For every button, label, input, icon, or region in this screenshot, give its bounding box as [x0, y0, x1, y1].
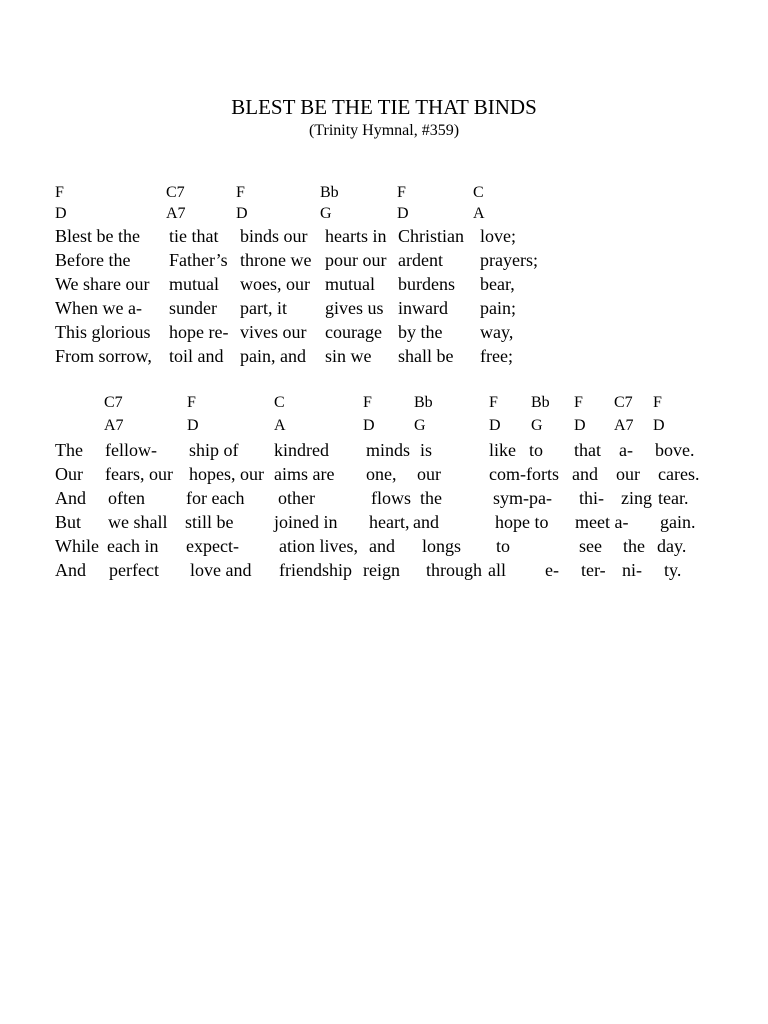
lyric-line-segment: heart, [369, 512, 410, 532]
lyric-line-segment: a- [619, 440, 633, 460]
lyric-line-segment: is [420, 440, 433, 460]
lyric-line-segment: longs [422, 536, 462, 556]
lyric-line-segment: mutual [325, 274, 375, 294]
chord-label: A [473, 205, 485, 222]
lyric-line-segment: toil and [169, 346, 224, 366]
lyric-line-segment: bove. [655, 440, 695, 460]
lyric-line-segment: see [579, 536, 602, 556]
chord-label: G [414, 417, 426, 434]
lyric-line-segment: often [108, 488, 145, 508]
chord-label: D [574, 417, 586, 434]
lyric-line-segment: sunder [169, 298, 217, 318]
chord-label: C [473, 184, 484, 201]
lyric-line-segment: like [489, 440, 516, 460]
lyric-line-segment: fellow- [105, 440, 157, 460]
lyric-line-segment: The [55, 440, 83, 460]
chord-label: G [320, 205, 332, 222]
lyric-line-segment: pour our [325, 250, 387, 270]
lyric-line-segment: ni- [622, 560, 642, 580]
lyric-line-segment: kindred [274, 440, 329, 460]
lyric-line-segment: tear. [658, 488, 689, 508]
chord-label: F [574, 394, 583, 411]
chord-label: F [187, 394, 196, 411]
lyric-line-segment: From sorrow, [55, 346, 152, 366]
lyric-line-segment: But [55, 512, 82, 532]
lyric-line-segment: other [278, 488, 315, 508]
lyric-line-segment: love; [480, 226, 516, 246]
lyric-line-segment: fears, our [105, 464, 173, 484]
chord-label: D [236, 205, 248, 222]
lyric-line-segment: We share our [55, 274, 150, 294]
lyric-line-segment: ter- [581, 560, 606, 580]
chord-label: C7 [104, 394, 123, 411]
chord-label: D [653, 417, 665, 434]
chord-label: Bb [320, 184, 339, 201]
chord-label: D [55, 205, 67, 222]
lyric-line-segment: inward [398, 298, 448, 318]
lyric-line-segment: to [529, 440, 544, 460]
lyric-line-segment: tie that [169, 226, 219, 246]
lyric-line-segment: Christian [398, 226, 464, 246]
lyric-line-segment: prayers; [480, 250, 538, 270]
lyric-line-segment: by the [398, 322, 443, 342]
chord-label: A [274, 417, 286, 434]
hymn-title: BLEST BE THE TIE THAT BINDS [231, 95, 537, 119]
lyric-line-segment: cares. [658, 464, 700, 484]
lyric-line-segment: bear, [480, 274, 515, 294]
lyric-line-segment: all [488, 560, 506, 580]
lyric-line-segment: woes, our [240, 274, 310, 294]
lyric-line-segment: mutual [169, 274, 219, 294]
lyric-line-segment: friendship [279, 560, 352, 580]
lyric-line-segment: ation lives, [279, 536, 358, 556]
lyric-line-segment: hearts in [325, 226, 387, 246]
hymn-subtitle: (Trinity Hymnal, #359) [308, 122, 460, 139]
lyric-line-segment: minds [366, 440, 411, 460]
lyric-line-segment: love and [190, 560, 252, 580]
lyric-line-segment: When we a- [55, 298, 142, 318]
chord-label: A7 [614, 417, 634, 434]
chord-label: A7 [104, 417, 124, 434]
lyric-line-segment: hopes, our [189, 464, 264, 484]
lyric-line-segment: Blest be the [55, 226, 140, 246]
lyric-line-segment: gain. [660, 512, 696, 532]
chord-label: D [187, 417, 199, 434]
lyric-line-segment: reign [363, 560, 400, 580]
lyric-line-segment: And [55, 560, 86, 580]
lyric-line-segment: perfect [109, 560, 159, 580]
lyric-line-segment: hope to [495, 512, 549, 532]
lyric-line-segment: sym-pa- [493, 488, 552, 508]
chord-label: C7 [166, 184, 185, 201]
lyric-line-segment: we shall [108, 512, 168, 532]
lyric-line-segment: to [496, 536, 511, 556]
lyric-line-segment: binds our [240, 226, 308, 246]
lyric-line-segment: pain; [480, 298, 516, 318]
lyric-line-segment: aims are [274, 464, 335, 484]
lyric-line-segment: ty. [664, 560, 682, 580]
lyric-line-segment: While [55, 536, 99, 556]
lyric-line-segment: still be [185, 512, 234, 532]
lyric-line-segment: burdens [398, 274, 455, 294]
lyric-line-segment: and [413, 512, 439, 532]
chord-label: F [363, 394, 372, 411]
lyric-line-segment: thi- [579, 488, 604, 508]
chord-label: F [236, 184, 245, 201]
lyric-line-segment: free; [480, 346, 513, 366]
lyric-line-segment: each in [107, 536, 159, 556]
lyric-line-segment: com-forts [489, 464, 559, 484]
lyric-line-segment: through [426, 560, 482, 580]
lyric-line-segment: courage [325, 322, 382, 342]
lyric-line-segment: flows [371, 488, 411, 508]
chord-label: D [397, 205, 409, 222]
lyric-line-segment: e- [545, 560, 559, 580]
lyric-line-segment: And [55, 488, 86, 508]
lyric-line-segment: joined in [274, 512, 338, 532]
lyric-line-segment: This glorious [55, 322, 151, 342]
lyric-line-segment: that [574, 440, 601, 460]
chord-label: F [489, 394, 498, 411]
lyric-line-segment: throne we [240, 250, 312, 270]
chord-label: Bb [414, 394, 433, 411]
chord-label: G [531, 417, 543, 434]
lyric-line-segment: and [369, 536, 395, 556]
lyric-line-segment: our [417, 464, 441, 484]
lyric-line-segment: vives our [240, 322, 307, 342]
lyric-line-segment: and [572, 464, 598, 484]
lyric-line-segment: gives us [325, 298, 384, 318]
lyric-line-segment: day. [657, 536, 687, 556]
lyric-line-segment: ship of [189, 440, 239, 460]
lyric-line-segment: meet a- [575, 512, 629, 532]
chord-label: Bb [531, 394, 550, 411]
lyric-line-segment: our [616, 464, 640, 484]
lyric-line-segment: sin we [325, 346, 372, 366]
lyric-line-segment: shall be [398, 346, 454, 366]
lyric-line-segment: way, [480, 322, 514, 342]
lyric-line-segment: for each [186, 488, 245, 508]
lyric-line-segment: Our [55, 464, 83, 484]
lyric-line-segment: one, [366, 464, 397, 484]
chord-label: C [274, 394, 285, 411]
lyric-line-segment: Before the [55, 250, 131, 270]
chord-label: F [653, 394, 662, 411]
chord-label: F [397, 184, 406, 201]
lyric-line-segment: part, it [240, 298, 287, 318]
chord-label: D [363, 417, 375, 434]
lyric-line-segment: zing [621, 488, 652, 508]
lyric-line-segment: hope re- [169, 322, 229, 342]
chord-label: A7 [166, 205, 186, 222]
lyric-line-segment: the [420, 488, 442, 508]
lyric-line-segment: expect- [186, 536, 239, 556]
lyric-line-segment: Father’s [169, 250, 228, 270]
lyric-line-segment: ardent [398, 250, 443, 270]
lyric-line-segment: pain, and [240, 346, 306, 366]
lyric-line-segment: the [623, 536, 645, 556]
chord-label: D [489, 417, 501, 434]
chord-label: F [55, 184, 64, 201]
chord-label: C7 [614, 394, 633, 411]
